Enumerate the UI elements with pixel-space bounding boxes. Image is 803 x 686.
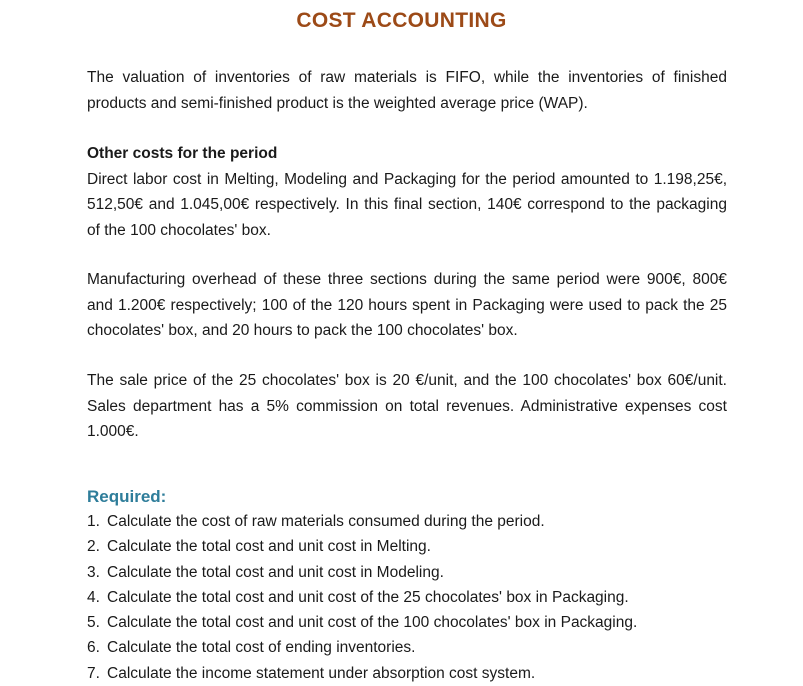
required-section bbox=[87, 484, 727, 686]
list-item bbox=[87, 661, 727, 686]
list-item-number: 1. bbox=[87, 513, 100, 530]
list-item-text: Calculate the total cost and unit cost in Modeling. bbox=[107, 563, 444, 581]
list-item-text: Calculate the total cost and unit cost in Melting. bbox=[107, 538, 431, 556]
list-item bbox=[87, 560, 727, 585]
other-costs-paragraph: Direct labor cost in Melting, Modeling and Packaging for the period amounted to 1.198,25€, 512,50€ and 1.045,00€ respectively. In this final section, 140€ correspond to the packaging of the 100 chocolates' box. bbox=[87, 170, 727, 239]
list-item-text: Calculate the cost of raw materials consumed during the period. bbox=[107, 513, 545, 530]
intro-paragraph: The valuation of inventories of raw materials is FIFO, while the inventories of finished products and semi-finished product is the weighted average price (WAP). bbox=[87, 69, 727, 112]
list-item bbox=[87, 534, 727, 559]
list-item bbox=[87, 635, 727, 660]
list-item-text: Calculate the total cost and unit cost of the 100 chocolates' box in Packaging. bbox=[107, 614, 638, 632]
page-title: COST ACCOUNTING bbox=[296, 9, 507, 32]
list-item-number: 7. bbox=[87, 664, 100, 682]
required-list bbox=[87, 509, 727, 686]
list-item bbox=[87, 509, 727, 534]
list-item-text: Calculate the total cost of ending inventories. bbox=[107, 639, 416, 657]
overhead-paragraph: Manufacturing overhead of these three sections during the same period were 900€, 800€ and 1.200€ respectively; 100 of the 120 hours spent in Packaging were used to pack the 25 chocolates' box, and 20 hours to pack the 100 chocolates' box. bbox=[87, 271, 727, 339]
other-costs-heading: Other costs for the period bbox=[87, 145, 278, 162]
required-heading: Required: bbox=[87, 487, 167, 506]
sales-paragraph: The sale price of the 25 chocolates' box is 20 €/unit, and the 100 chocolates' box 60€/unit. Sales department has a 5% commission on total revenues. Administrative expenses cost 1.000€. bbox=[87, 372, 727, 440]
list-item-text: Calculate the total cost and unit cost of the 25 chocolates' box in Packaging. bbox=[107, 588, 629, 606]
list-item-number: 3. bbox=[87, 563, 100, 581]
list-item bbox=[87, 585, 727, 610]
list-item bbox=[87, 610, 727, 635]
list-item-number: 6. bbox=[87, 639, 100, 657]
list-item-number: 4. bbox=[87, 588, 100, 606]
other-costs-section bbox=[87, 141, 727, 243]
list-item-number: 5. bbox=[87, 614, 100, 632]
list-item-number: 2. bbox=[87, 538, 100, 556]
list-item-text: Calculate the income statement under absorption cost system. bbox=[107, 664, 536, 682]
